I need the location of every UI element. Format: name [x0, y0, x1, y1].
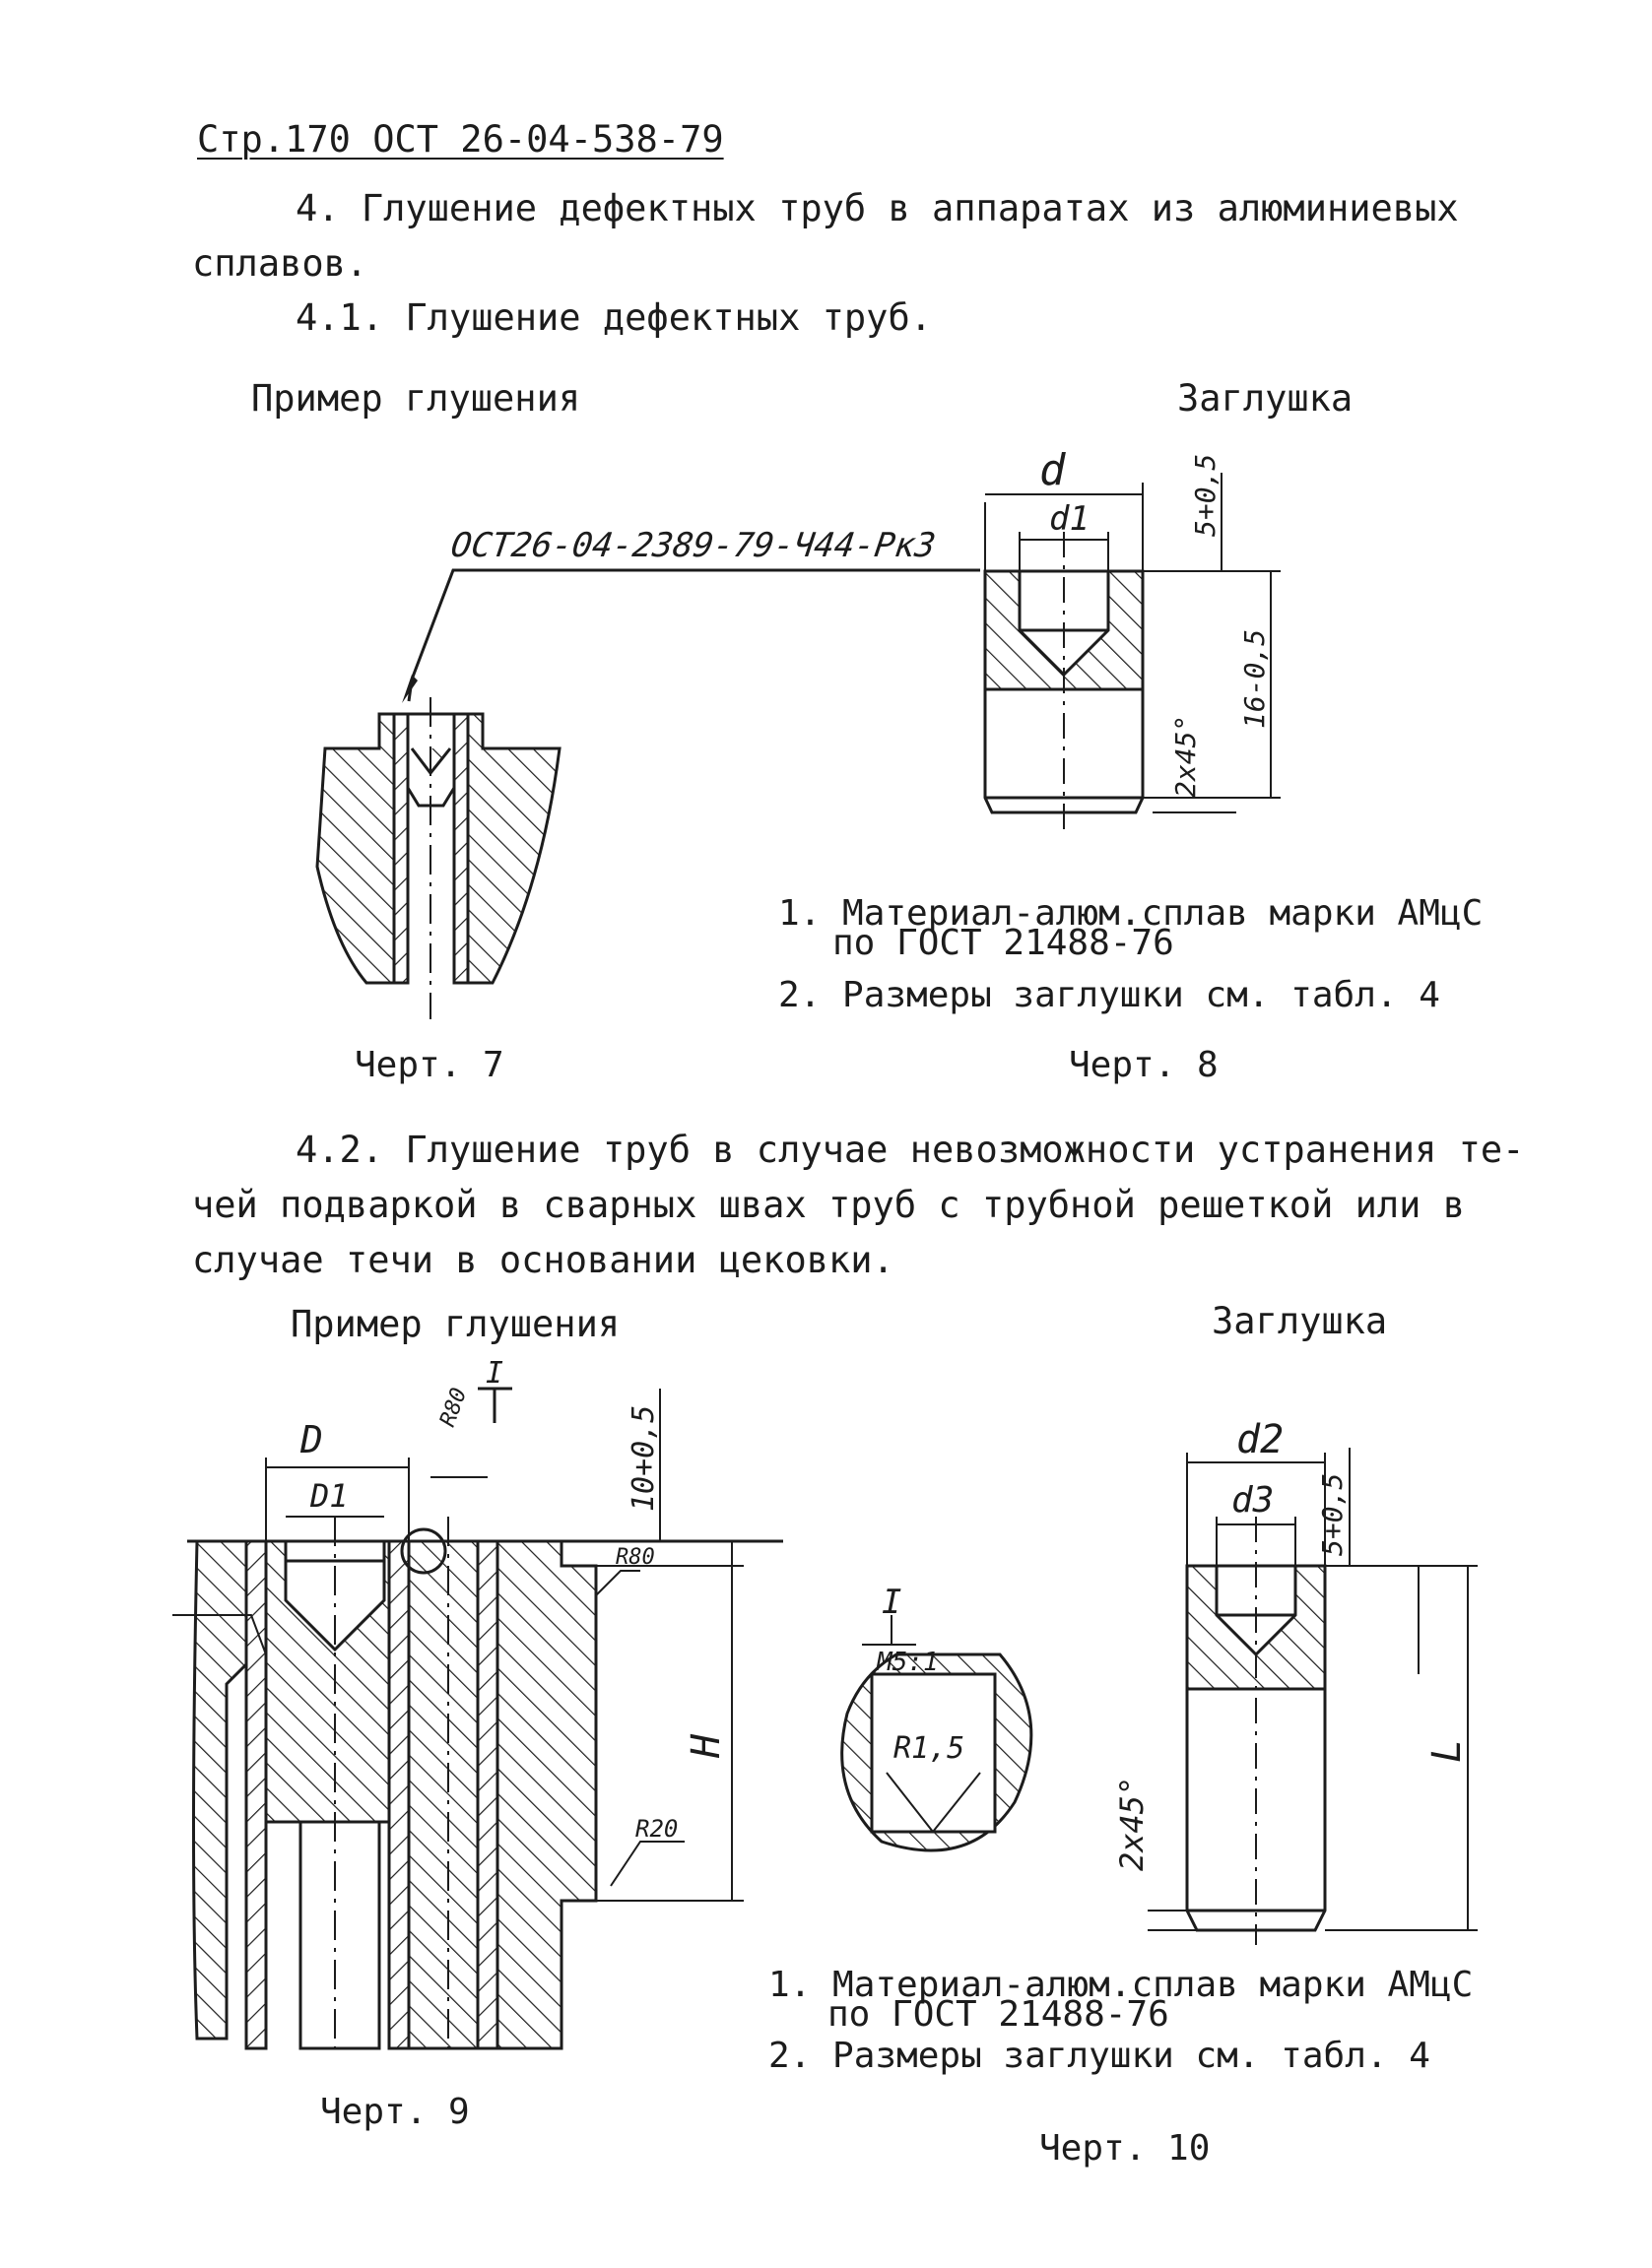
fig7-caption: Черт. 7 — [355, 1045, 504, 1085]
fig10-note1-b: по ГОСТ 21488-76 — [827, 1994, 1169, 2035]
fig8-dim-d: d — [1039, 445, 1066, 495]
fig10-caption: Черт. 10 — [1039, 2128, 1211, 2169]
fig10-note2: 2. Размеры заглушки см. табл. 4 — [768, 2036, 1430, 2076]
fig7-title: Пример глушения — [251, 377, 581, 420]
fig8-note1-b: по ГОСТ 21488-76 — [832, 923, 1174, 963]
fig10-title: Заглушка — [1212, 1300, 1388, 1342]
fig10-dim-chamfer: 2x45° — [1113, 1776, 1151, 1871]
detail-scale: M5:1 — [877, 1648, 939, 1677]
fig9-radius-right: R80 — [616, 1545, 655, 1570]
fig8-dim-chamfer: 2x45° — [1169, 714, 1202, 798]
fig8-dim-d1: d1 — [1049, 499, 1090, 539]
section-4-line2: сплавов. — [192, 242, 368, 285]
fig10-dim-d3: d3 — [1231, 1480, 1275, 1521]
fig10-drawing — [1084, 1408, 1478, 1960]
section-4-1-heading: 4.1. Глушение дефектных труб. — [296, 296, 933, 339]
detail-label: I — [882, 1583, 902, 1622]
fig9-dim-D: D — [300, 1418, 323, 1461]
detail-view — [823, 1546, 1059, 1881]
fig10-dim-top: 5+0,5 — [1316, 1472, 1349, 1556]
fig8-dim-length: 16-0,5 — [1238, 628, 1271, 729]
fig9-title: Пример глушения — [291, 1303, 621, 1345]
fig9-radius-top: R80 — [435, 1385, 473, 1431]
fig10-dim-d2: d2 — [1236, 1417, 1285, 1462]
section-4-2-line1: 4.2. Глушение труб в случае невозможности устранения те- — [296, 1129, 1525, 1171]
fig8-note1-a: 1. Материал-алюм.сплав марки АМцС — [778, 893, 1484, 934]
fig9-view-label: I — [486, 1356, 504, 1391]
fig8-drawing — [970, 433, 1305, 847]
fig8-title: Заглушка — [1177, 377, 1354, 420]
fig9-drawing — [172, 1356, 803, 2048]
fig10-dim-L: L — [1424, 1738, 1470, 1763]
page-header: Стр.170 ОСТ 26-04-538-79 — [197, 118, 724, 161]
section-4-line1: 4. Глушение дефектных труб в аппаратах из алюминиевых — [296, 187, 1459, 229]
fig8-note2: 2. Размеры заглушки см. табл. 4 — [778, 975, 1440, 1015]
fig9-radius-bottom: R20 — [635, 1815, 679, 1843]
fig7-drawing — [296, 512, 939, 1024]
fig7-leader-label: ОСТ26-04-2389-79-Ч44-Рк3 — [448, 526, 939, 565]
fig9-dim-top: 10+0,5 — [627, 1404, 661, 1512]
section-4-2-line2: чей подваркой в сварных швах труб с трубной решеткой или в — [192, 1184, 1466, 1226]
fig9-caption: Черт. 9 — [320, 2092, 470, 2132]
fig9-dim-D1: D1 — [310, 1477, 349, 1515]
fig10-note1-a: 1. Материал-алюм.сплав марки АМцС — [768, 1965, 1474, 2005]
section-4-2-line3: случае течи в основании цековки. — [192, 1239, 894, 1281]
detail-radius: R1,5 — [893, 1731, 965, 1766]
fig8-caption: Черт. 8 — [1069, 1045, 1219, 1085]
fig8-dim-top: 5+0,5 — [1189, 453, 1222, 537]
fig9-dim-H: H — [684, 1733, 729, 1758]
